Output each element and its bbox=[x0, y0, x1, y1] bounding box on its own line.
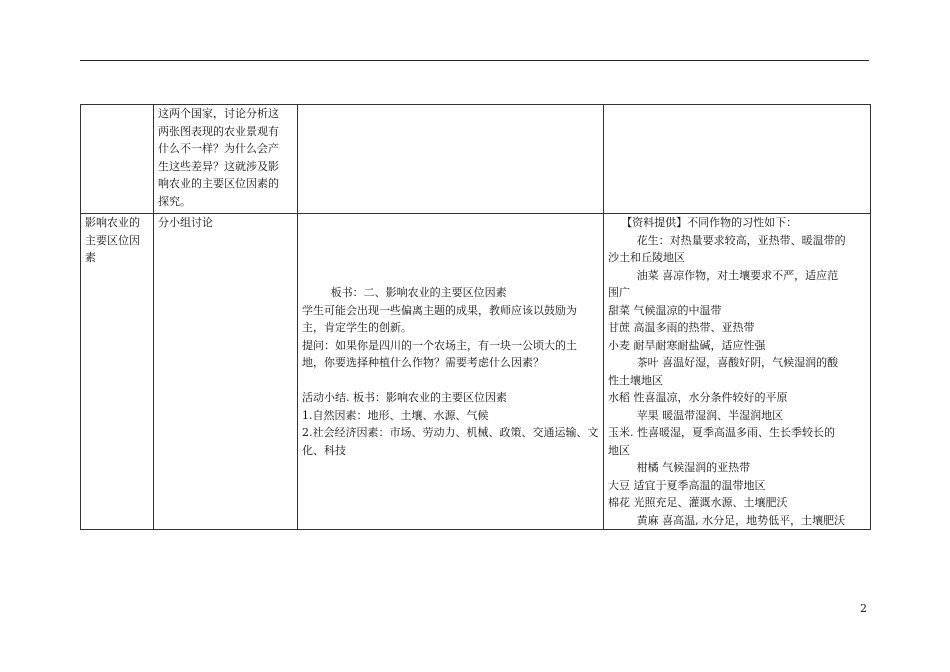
crop-line: 茶叶 喜温好湿，喜酸好阴，气候湿润的酸 bbox=[636, 356, 839, 369]
text-line: 生这些差异？这就涉及影 bbox=[158, 159, 279, 173]
text-line: 响农业的主要区位因素的 bbox=[158, 177, 279, 190]
crop-line: 油菜 喜凉作物，对土壤要求不严，适应范 bbox=[636, 268, 839, 282]
crop-line: 黄麻 喜高温, 水分足，地势低平，土壤肥沃 bbox=[636, 513, 846, 527]
crop-line: 甘蔗 高温多雨的热带、亚热带 bbox=[608, 321, 755, 334]
crop-line: 甜菜 气候温凉的中温带 bbox=[608, 303, 722, 317]
crop-line: 地区 bbox=[608, 443, 630, 457]
cell-topic bbox=[81, 214, 154, 530]
cell-r1-c2 bbox=[154, 105, 298, 214]
text-line: 主要区位因 bbox=[85, 233, 140, 247]
text-line: 探究。 bbox=[158, 194, 191, 208]
cell-crop-resources bbox=[604, 214, 871, 530]
cell-activity bbox=[154, 214, 298, 530]
lesson-plan-table bbox=[80, 104, 871, 530]
crop-line: 玉米. 性喜暖湿，夏季高温多雨、生长季较长的 bbox=[608, 426, 835, 439]
crop-line: 小麦 耐旱耐寒耐盐碱，适应性强 bbox=[608, 338, 766, 352]
text-line: 学生可能会出现一些偏离主题的成果，教师应该以鼓励为 bbox=[302, 303, 577, 317]
cell-r1-c1 bbox=[81, 105, 154, 214]
page-number: 2 bbox=[860, 602, 867, 615]
topic-label bbox=[85, 214, 149, 267]
text-line: 主，肯定学生的创新。 bbox=[302, 321, 412, 334]
socioeconomic-factors bbox=[302, 424, 599, 459]
text-line: 地，你要选择种植什么作物？需要考虑什么因素？ bbox=[302, 356, 544, 369]
cell-r1-c4 bbox=[604, 105, 871, 214]
crop-line: 大豆 适宜于夏季高温的温带地区 bbox=[608, 478, 766, 492]
table-row bbox=[81, 105, 871, 214]
header-rule bbox=[80, 60, 869, 61]
crop-line: 棉花 光照充足、灌溉水源、土壤肥沃 bbox=[608, 496, 788, 509]
board-heading: 板书：二、影响农业的主要区位因素 bbox=[330, 286, 507, 299]
resource-heading: 【资料提供】不同作物的习性如下： bbox=[621, 216, 798, 229]
crop-line: 沙土和丘陵地区 bbox=[608, 251, 685, 264]
crop-line: 苹果 暖温带湿润、半湿润地区 bbox=[636, 408, 784, 422]
text-line: 影响农业的 bbox=[85, 216, 140, 229]
table-row bbox=[81, 214, 871, 530]
text-line: 什么不一样？为什么会产 bbox=[158, 142, 279, 155]
text-line: 提问：如果你是四川的一个农场主，有一块一公顷大的土 bbox=[302, 338, 577, 352]
crop-list bbox=[608, 232, 866, 530]
natural-factors: 1.自然因素：地形、土壤、水源、气候 bbox=[302, 408, 489, 422]
summary-heading: 活动小结. 板书：影响农业的主要区位因素 bbox=[302, 391, 507, 404]
cell-r1-c3 bbox=[298, 105, 604, 214]
activity-label: 分小组讨论 bbox=[158, 216, 213, 229]
text-line: 两张图表现的农业景观有 bbox=[158, 124, 279, 138]
crop-line: 柑橘 气候湿润的亚热带 bbox=[636, 461, 751, 474]
crop-line: 花生：对热量要求较高，亚热带、暖温带的 bbox=[636, 233, 846, 247]
cell-teacher-notes bbox=[298, 214, 604, 530]
crop-line: 围广 bbox=[608, 286, 630, 299]
text-line: 这两个国家，讨论分析这 bbox=[158, 107, 279, 120]
text-line: 2.社会经济因素：市场、劳动力、机械、政策、交通运输、文 bbox=[302, 426, 599, 439]
crop-line: 水稻 性喜温凉，水分条件较好的平原 bbox=[608, 391, 788, 404]
text-line: 化、科技 bbox=[302, 443, 346, 457]
question-paragraph bbox=[302, 337, 599, 372]
crop-line: 性土壤地区 bbox=[608, 373, 663, 387]
text-line: 素 bbox=[85, 251, 96, 264]
encouragement-paragraph bbox=[302, 302, 599, 337]
discussion-intro-text bbox=[158, 105, 293, 210]
